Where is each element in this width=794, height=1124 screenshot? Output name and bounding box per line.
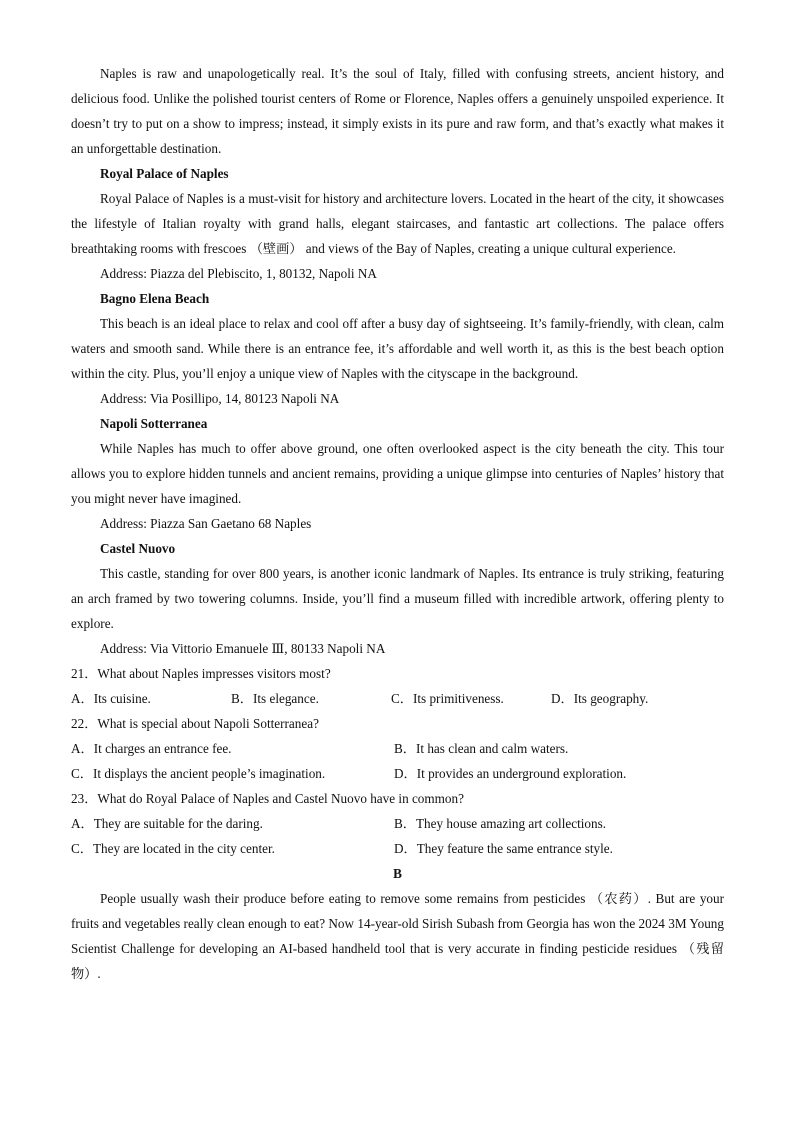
question-21-option-d: D．Its geography.	[551, 691, 649, 706]
question-22-option-a: A．It charges an entrance fee.	[71, 741, 232, 756]
section-b-paragraph: People usually wash their produce before eating to remove some remains from pesticides （农药）. But are your fruits and vegetables really clean enough to eat? Now 14-year-old Sirish Subash from Georgia has won the 2024 3M Young Scientist Challenge for developing an AI-based handheld tool that is very accurate in finding pesticide residues （残留物）.	[71, 891, 724, 981]
place-address-royal-palace: Address: Piazza del Plebiscito, 1, 80132, Napoli NA	[100, 266, 377, 281]
question-22-option-c: C．It displays the ancient people’s imagination.	[71, 766, 326, 781]
question-23-option-d: D．They feature the same entrance style.	[394, 841, 613, 856]
place-heading-royal-palace: Royal Palace of Naples	[100, 166, 229, 181]
question-23-options-row-1	[71, 811, 724, 836]
question-21-option-b: B．Its elegance.	[231, 691, 319, 706]
place-description-bagno-elena: This beach is an ideal place to relax and cool off after a busy day of sightseeing. It’s family-friendly, with clean, calm waters and smooth sand. While there is an entrance fee, it’s affordable and well worth it, as this is the best beach option within the city. Plus, you’ll enjoy a unique view of Naples with the cityscape in the background.	[71, 316, 724, 381]
question-22-options-row-1	[71, 736, 724, 761]
document-page	[71, 61, 724, 986]
place-heading-castel-nuovo: Castel Nuovo	[100, 541, 176, 556]
question-21-stem: 21．What about Naples impresses visitors most?	[71, 666, 331, 681]
question-21-option-c: C．Its primitiveness.	[391, 691, 504, 706]
question-23-option-a: A．They are suitable for the daring.	[71, 816, 263, 831]
question-22-option-d: D．It provides an underground exploration.	[394, 766, 627, 781]
place-address-castel-nuovo: Address: Via Vittorio Emanuele Ⅲ, 80133 Napoli NA	[100, 641, 386, 656]
question-22-stem: 22．What is special about Napoli Sotterranea?	[71, 716, 319, 731]
place-description-castel-nuovo: This castle, standing for over 800 years, is another iconic landmark of Naples. Its entrance is truly striking, featuring an arch framed by two towering columns. Inside, you’ll find a museum filled with incredible artwork, offering plenty to explore.	[71, 566, 724, 631]
section-b-heading: B	[393, 866, 402, 881]
question-23-option-b: B．They house amazing art collections.	[394, 816, 607, 831]
question-22-options-row-2	[71, 761, 724, 786]
place-address-bagno-elena: Address: Via Posillipo, 14, 80123 Napoli NA	[100, 391, 340, 406]
place-address-napoli-sotterranea: Address: Piazza San Gaetano 68 Naples	[100, 516, 312, 531]
question-23-option-c: C．They are located in the city center.	[71, 841, 275, 856]
place-description-royal-palace: Royal Palace of Naples is a must-visit for history and architecture lovers. Located in the heart of the city, it showcases the lifestyle of Italian royalty with grand halls, elegant staircases, and fantastic art collections. The palace offers breathtaking rooms with frescoes （壁画） and views of the Bay of Naples, creating a unique cultural experience.	[71, 191, 724, 256]
question-21-options	[71, 686, 724, 711]
place-heading-bagno-elena: Bagno Elena Beach	[100, 291, 210, 306]
question-21-option-a: A．Its cuisine.	[71, 691, 151, 706]
intro-paragraph: Naples is raw and unapologetically real. It’s the soul of Italy, filled with confusing streets, ancient history, and delicious food. Unlike the polished tourist centers of Rome or Florence, Naples offers a genuinely unspoiled experience. It doesn’t try to put on a show to impress; instead, it simply exists in its pure and raw form, and that’s exactly what makes it an unforgettable destination.	[71, 66, 724, 156]
place-description-napoli-sotterranea: While Naples has much to offer above ground, one often overlooked aspect is the city beneath the city. This tour allows you to explore hidden tunnels and ancient remains, providing a unique glimpse into centuries of Naples’ history that you might never have imagined.	[71, 441, 724, 506]
question-22-option-b: B．It has clean and calm waters.	[394, 741, 569, 756]
question-23-options-row-2	[71, 836, 724, 861]
question-23-stem: 23．What do Royal Palace of Naples and Castel Nuovo have in common?	[71, 791, 464, 806]
place-heading-napoli-sotterranea: Napoli Sotterranea	[100, 416, 208, 431]
